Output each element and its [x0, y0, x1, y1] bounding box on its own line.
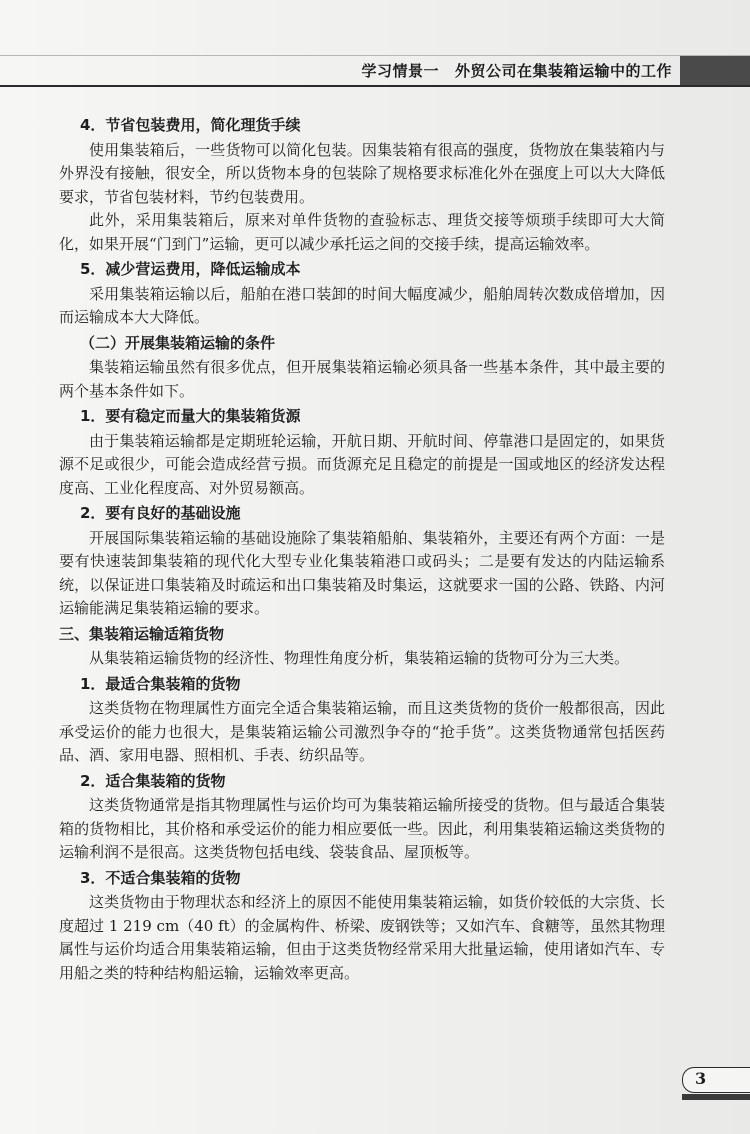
- heading-2-infrastructure: 2．要有良好的基础设施: [80, 504, 241, 522]
- heading-1-cargo-source: 1．要有稳定而量大的集装箱货源: [80, 407, 301, 425]
- paragraph-operating-cost: 采用集装箱运输以后，船舶在港口装卸的时间大幅度减少，船舶周转次数成倍增加，因而运输成本大大降低。: [59, 284, 665, 326]
- paragraph-infrastructure: 开展国际集装箱运输的基础设施除了集装箱船舶、集装箱外，主要还有两个方面：一是要有快速装卸集装箱的现代化大型专业化集装箱港口或码头；二是要有发达的内陆运输系统，以保证进口集装箱及时疏运和出口集装箱及时集运，这就要求一国的公路、铁路、内河运输能满足集装箱运输的要求。: [59, 528, 665, 617]
- paragraph-most-suitable: 这类货物在物理属性方面完全适合集装箱运输，而且这类货物的货价一般都很高，因此承受运价的能力也很大，是集装箱运输公司激烈争夺的“抢手货”。这类货物通常包括医药品、酒、家用电器、照相机、手表、纺织品等。: [59, 699, 665, 764]
- paragraph-suitable: 这类货物通常是指其物理属性与运价均可为集装箱运输所接受的货物。但与最适合集装箱的货物相比，其价格和承受运价的能力相应要低一些。因此，利用集装箱运输这类货物的运输利润不是很高。这类货物包括电线、袋装食品、屋顶板等。: [59, 796, 665, 861]
- header-rule-bottom: [0, 85, 750, 87]
- heading-5-operating-cost: 5．减少营运费用，降低运输成本: [80, 260, 301, 278]
- heading-1-most-suitable: 1．最适合集装箱的货物: [80, 674, 241, 693]
- footer-band: [682, 1094, 750, 1100]
- heading-4-packaging: 4．节省包装费用，简化理货手续: [80, 116, 301, 134]
- running-head: [361, 60, 672, 81]
- section-heading-suitable-cargo: 三、集装箱运输适箱货物: [59, 624, 225, 643]
- heading-2-suitable: 2．适合集装箱的货物: [80, 771, 226, 790]
- page-number: 3: [695, 1069, 707, 1088]
- body-text: [59, 112, 665, 985]
- paragraph-cargo-classes: 从集装箱运输货物的经济性、物理性角度分析，集装箱运输的货物可分为三大类。: [89, 649, 630, 667]
- paragraph-conditions-intro: 集装箱运输虽然有很多优点，但开展集装箱运输必须具备一些基本条件，其中最主要的两个基本条件如下。: [59, 358, 665, 400]
- subheading-conditions: （二）开展集装箱运输的条件: [80, 333, 276, 352]
- heading-3-unsuitable: 3．不适合集装箱的货物: [80, 868, 241, 887]
- page-number-tab: [682, 1067, 750, 1093]
- paragraph-packaging-1: 使用集装箱后，一些货物可以简化包装。因集装箱有很高的强度，货物放在集装箱内与外界没有接触，很安全，所以货物本身的包装除了规格要求标准化外在强度上可以大大降低要求，节省包装材料，节约包装费用。: [59, 140, 665, 206]
- running-head-title: 外贸公司在集装箱运输中的工作: [454, 62, 672, 80]
- paragraph-cargo-source: 由于集装箱运输都是定期班轮运输，开航日期、开航时间、停靠港口是固定的，如果货源不足或很少，可能会造成经营亏损。而货源充足且稳定的前提是一国或地区的经济发达程度高、工业化程度高、对外贸易额高。: [59, 431, 665, 497]
- paragraph-unsuitable: 这类货物由于物理状态和经济上的原因不能使用集装箱运输，如货价较低的大宗货、长度超过 1 219 cm（40 ft）的金属构件、桥梁、废钢铁等；又如汽车、食糖等，虽然其物理属性与运价均适合用集装箱运输，但由于这类货物经常采用大批量运输，使用诸如汽车、专用船之类的特种结构船运输，运输效率更高。: [59, 893, 665, 982]
- header-rule-top: [0, 55, 750, 56]
- header-tab-band: [680, 56, 750, 85]
- paragraph-packaging-2: 此外，采用集装箱后，原来对单件货物的查验标志、理货交接等烦琐手续即可大大简化，如果开展“门到门”运输，更可以减少承托运之间的交接手续，提高运输效率。: [59, 211, 665, 253]
- running-head-section: 学习情景一: [361, 62, 439, 80]
